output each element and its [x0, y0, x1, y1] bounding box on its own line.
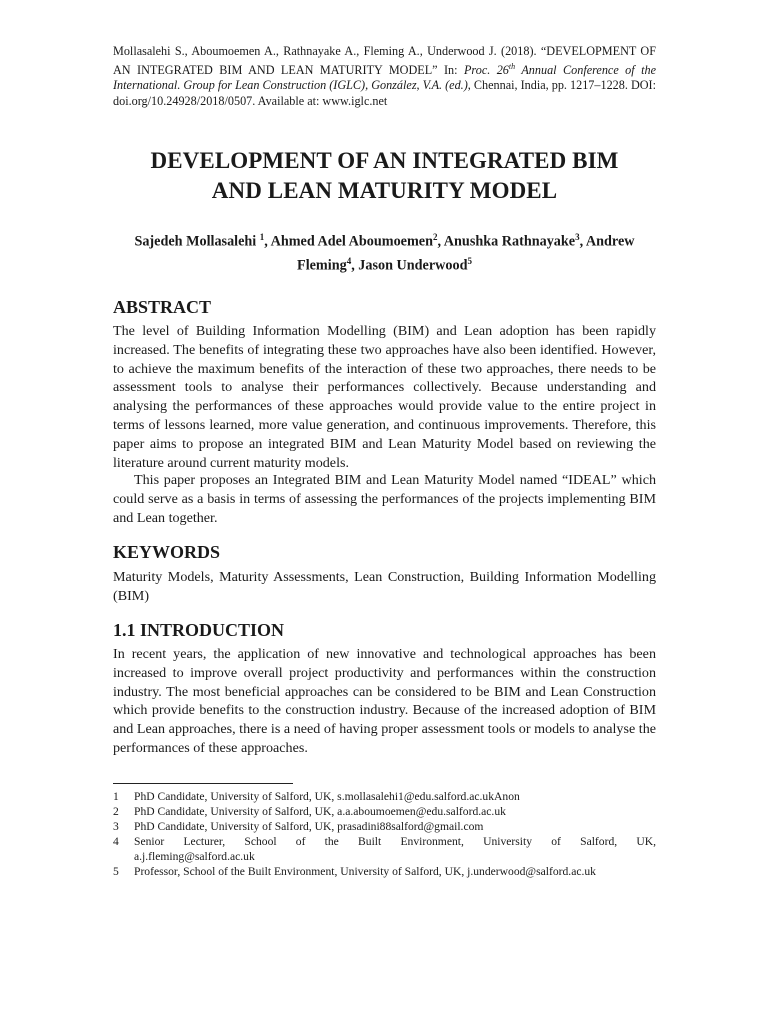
footnote-text: PhD Candidate, University of Salford, UK, prasadini88salford@gmail.com [134, 820, 484, 833]
title-line-2: AND LEAN MATURITY MODEL [211, 178, 558, 203]
author-name: Anushka Rathnayake [443, 233, 576, 250]
footnote-divider [113, 783, 293, 784]
footnote-text: Senior Lecturer, School of the Built Environment, University of Salford, UK, [134, 835, 656, 848]
author-name: Sajedeh Mollasalehi [134, 233, 260, 250]
introduction-paragraph: In recent years, the application of new innovative and technological approaches has been increased to improve overall project productivity and performances within the construction industry. The most beneficial approaches can be considered to be BIM and Lean Construction which provide benefits to the construction industry. Because of the increased adoption of BIM and Lean approaches, there is a need of having proper assessment tools or models to analyse the performances of these approaches. [113, 646, 656, 756]
footnote-text: Professor, School of the Built Environment, University of Salford, UK, j.underwood@salford.ac.uk [134, 865, 596, 878]
footnote-number: 2 [113, 805, 119, 818]
author-affiliation-mark: 2 [432, 232, 438, 242]
author-name: Ahmed Adel Aboumoemen [270, 233, 433, 250]
citation-text: Mollasalehi S., Aboumoemen A., Rathnayake A., Fleming A., Underwood J. (2018). “DEVELOPMENT OF AN INTEGRATED BIM AND LEAN MATURITY MODEL” In: [113, 44, 656, 78]
author-name: Andrew [585, 233, 635, 250]
abstract-heading: ABSTRACT [113, 297, 212, 317]
citation-doi: , Chennai, India, pp. 1217–1228. DOI: doi.org/10.24928/2018/0507. Available at: www.iglc.net [113, 78, 656, 108]
author-affiliation-mark: 5 [467, 255, 472, 266]
citation-header [113, 44, 656, 109]
footnote-email: a.j.fleming@salford.ac.uk [134, 850, 255, 863]
title-line-1: DEVELOPMENT OF AN INTEGRATED BIM [150, 148, 619, 173]
keywords-text: Maturity Models, Maturity Assessments, Lean Construction, Building Information Modelling (BIM) [113, 569, 656, 604]
citation-proceedings: Proc. 26th Annual Conference of the International. Group for Lean Construction (IGLC), González, V.A. (ed.) [113, 62, 656, 93]
introduction-heading: 1.1 INTRODUCTION [113, 620, 285, 640]
author-list: Sajedeh Mollasalehi $^1$, Ahmed Adel Aboumoemen$^2$, Anushka Rathnayake$^3$, Andrew Fleming$^4$, Jason Underwood$^5$ [134, 232, 635, 274]
author-name: Fleming [297, 257, 347, 274]
author-affiliation-mark: 4 [346, 255, 352, 266]
paper-title [113, 146, 656, 206]
footnote-number: 1 [113, 790, 119, 803]
footnote-text: PhD Candidate, University of Salford, UK, a.a.aboumoemen@edu.salford.ac.uk [134, 805, 506, 818]
footnote-number: 3 [113, 820, 119, 833]
footnote-number: 4 [113, 835, 119, 848]
author-name: Jason Underwood [358, 257, 468, 274]
author-affiliation-mark: 1 [259, 232, 265, 242]
abstract-paragraph-2: This paper proposes an Integrated BIM and Lean Maturity Model named “IDEAL” which could serve as a basis in terms of assessing the performances of the projects implementing BIM and Lean together. [113, 472, 656, 526]
author-affiliation-mark: 3 [575, 232, 580, 242]
keywords-heading: KEYWORDS [113, 542, 221, 562]
footnote-text: PhD Candidate, University of Salford, UK, s.mollasalehi1@edu.salford.ac.ukAnon [134, 790, 520, 803]
footnote-number: 5 [113, 865, 119, 878]
abstract-paragraph-1: The level of Building Information Modelling (BIM) and Lean adoption has been rapidly increased. The benefits of integrating these two approaches have also been identified. However, to achieve the maximum benefits of the interaction of these two approaches, there needs to be assessment tools to analyse their performances collectively. Because understanding and analysing the performances of these approaches would provide value to the entire project in terms of lessons learned, more value generation, and continuous improvements. Therefore, this paper aims to propose an integrated BIM and Lean Maturity Model based on reviewing the literature around current maturity models. [113, 323, 656, 471]
